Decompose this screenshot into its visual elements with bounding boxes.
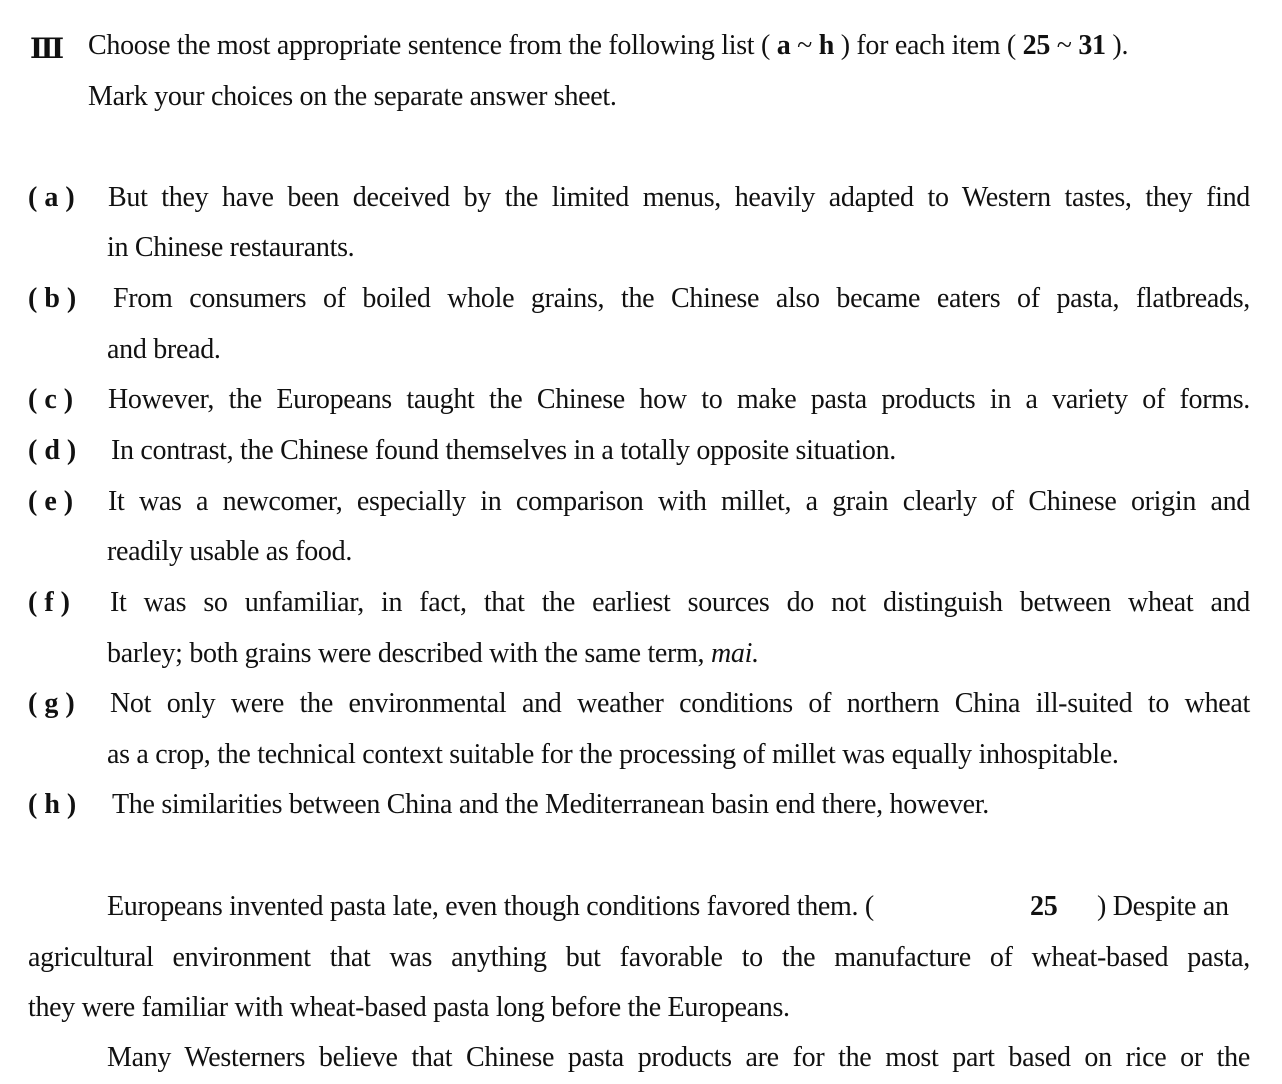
option-text-line: From consumers of boiled whole grains, the Chinese also became eaters of pasta, flatbreads, xyxy=(113,283,1250,314)
section-numeral: Ⅲ xyxy=(30,34,63,65)
range-end: h xyxy=(818,30,834,61)
passage-line: they were familiar with wheat-based pasta long before the Europeans. xyxy=(28,992,790,1023)
option-text-line: The similarities between China and the Mediterranean basin end there, however. xyxy=(112,789,989,820)
instruction-text-pre: Choose the most appropriate sentence from the following list ( xyxy=(88,30,771,61)
range-separator: ~ xyxy=(797,30,812,61)
instruction-text-mid: ) for each item ( xyxy=(840,30,1016,61)
passage-line: ) Despite an xyxy=(1097,891,1229,922)
passage-line: Many Westerners believe that Chinese pasta products are for the most part based on rice or the xyxy=(107,1042,1250,1073)
instruction-line-1 xyxy=(88,32,1128,60)
option-label: ( c ) xyxy=(28,384,74,415)
term-mai: mai. xyxy=(710,638,759,669)
option-text-line: readily usable as food. xyxy=(107,536,353,567)
item-end: 31 xyxy=(1078,30,1106,61)
option-text-line: However, the Europeans taught the Chinese how to make pasta products in a variety of forms. xyxy=(108,384,1250,415)
option-label: ( d ) xyxy=(28,435,77,466)
option-label: ( f ) xyxy=(28,587,70,618)
instruction-line-2: Mark your choices on the separate answer sheet. xyxy=(88,81,617,112)
option-text-line: barley; both grains were described with the same term, mai. xyxy=(107,638,759,669)
option-text-line: It was a newcomer, especially in comparison with millet, a grain clearly of Chinese origin and xyxy=(108,486,1250,517)
blank-25[interactable]: 25 xyxy=(1030,891,1058,922)
option-label: ( e ) xyxy=(28,486,74,517)
option-text-line: and bread. xyxy=(107,334,221,365)
option-label: ( a ) xyxy=(28,182,75,213)
item-start: 25 xyxy=(1022,30,1051,61)
option-text-line: But they have been deceived by the limited menus, heavily adapted to Western tastes, they find xyxy=(108,182,1250,213)
item-separator: ~ xyxy=(1056,30,1072,61)
range-start: a xyxy=(776,30,791,61)
passage-line: agricultural environment that was anything but favorable to the manufacture of wheat-based pasta, xyxy=(28,942,1250,973)
option-text-line: as a crop, the technical context suitable for the processing of millet was equally inhospitable. xyxy=(107,739,1119,770)
option-text-line: It was so unfamiliar, in fact, that the earliest sources do not distinguish between wheat and xyxy=(110,587,1250,618)
passage-line: Europeans invented pasta late, even though conditions favored them. ( xyxy=(107,891,874,922)
option-text-line: Not only were the environmental and weather conditions of northern China ill-suited to wheat xyxy=(110,688,1250,719)
option-text-line: In contrast, the Chinese found themselves in a totally opposite situation. xyxy=(111,435,896,466)
option-label: ( h ) xyxy=(28,789,77,820)
option-text-line: in Chinese restaurants. xyxy=(107,232,355,263)
option-label: ( b ) xyxy=(28,283,77,314)
instruction-text-post: ). xyxy=(1112,30,1129,61)
option-label: ( g ) xyxy=(28,688,75,719)
